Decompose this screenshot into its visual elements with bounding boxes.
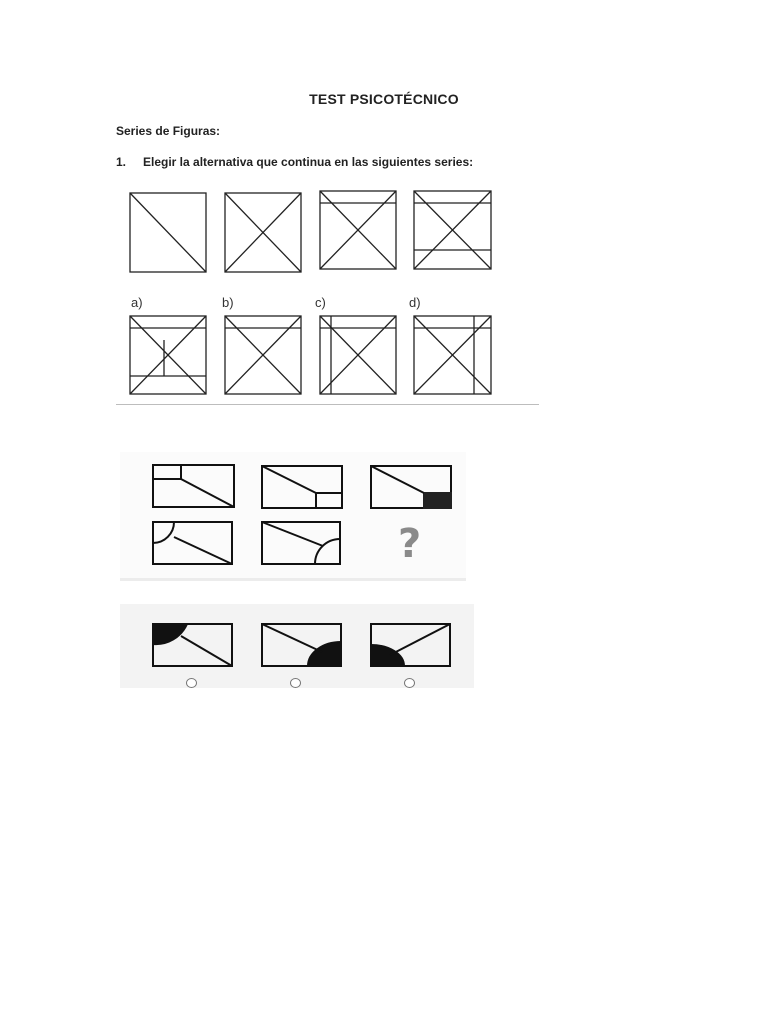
- series2-option-3: [371, 624, 450, 666]
- series2-figure-1: [153, 465, 234, 507]
- series2-figure-3: [371, 466, 451, 508]
- option-c-label: c): [315, 295, 326, 310]
- question-text: Elegir la alternativa que continua en las siguientes series:: [143, 155, 474, 169]
- series2-figure-5: [262, 522, 340, 564]
- page-title: TEST PSICOTÉCNICO: [309, 91, 459, 107]
- series2-figure-2: [262, 466, 342, 508]
- option-b-figure: [225, 316, 301, 394]
- series1-figure-2: [225, 193, 301, 272]
- missing-figure-question-mark: ?: [398, 521, 422, 567]
- option-c-figure: [320, 316, 396, 394]
- option-a-figure: [130, 316, 206, 394]
- series2-option-1: [153, 624, 232, 666]
- option-b-label: b): [222, 295, 234, 310]
- section-heading: Series de Figuras:: [116, 124, 221, 138]
- radio-option-2[interactable]: [290, 678, 301, 688]
- series2-figure-4: [153, 522, 232, 564]
- option-d-figure: [414, 316, 491, 394]
- option-d-label: d): [409, 295, 421, 310]
- series1-figure-1: [130, 193, 206, 272]
- radio-option-3[interactable]: [404, 678, 415, 688]
- series2-option-2: [262, 624, 341, 666]
- series1-figure-4: [414, 191, 491, 269]
- option-a-label: a): [131, 295, 143, 310]
- question-number: 1.: [116, 155, 127, 169]
- series1-figure-3: [320, 191, 396, 269]
- radio-option-1[interactable]: [186, 678, 197, 688]
